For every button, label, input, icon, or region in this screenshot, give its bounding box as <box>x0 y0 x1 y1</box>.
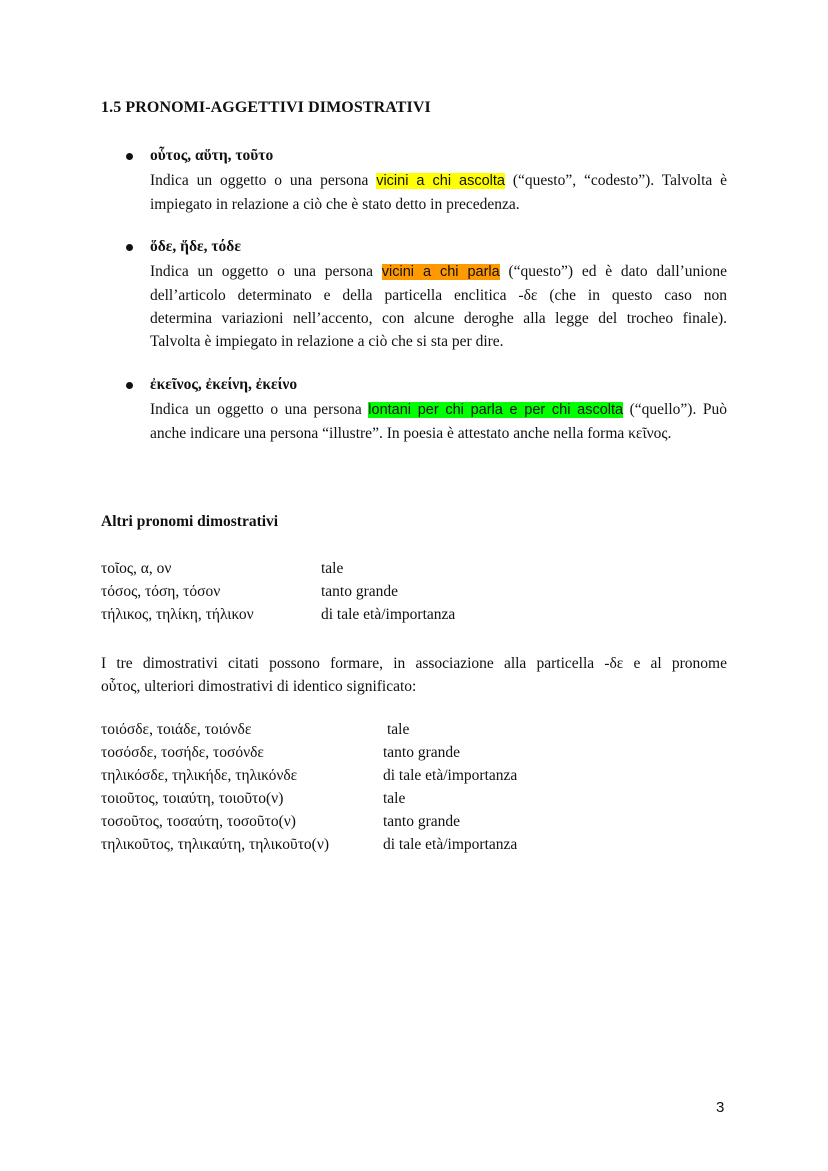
table1-greek: τόσος, τόση, τόσον <box>101 583 221 600</box>
table2-greek: τοιόσδε, τοιάδε, τοιόνδε <box>101 721 252 738</box>
item-heading: ὅδε, ἥδε, τόδε <box>150 238 241 255</box>
item-body <box>150 398 727 445</box>
subsection-title: Altri pronomi dimostrativi <box>101 513 279 530</box>
item-line: Indica un oggetto o una persona vicini a chi ascolta (“questo”, “codesto”). Talvolta è <box>150 172 727 189</box>
table2-greek: τηλικοῦτος, τηλικαύτη, τηλικοῦτο(ν) <box>101 836 330 853</box>
table1-meaning: tanto grande <box>321 583 399 600</box>
item-line: impiegato in relazione a ciò che è stato detto in precedenza. <box>150 196 520 213</box>
page-number: 3 <box>716 1099 725 1116</box>
table2-greek: τοιοῦτος, τοιαύτη, τοιοῦτο(ν) <box>101 790 284 807</box>
highlight-orange: vicini a chi parla <box>381 264 500 280</box>
bullet-dot <box>126 244 133 251</box>
item-body <box>150 260 727 353</box>
bullet-dot <box>126 153 133 160</box>
table2-meaning: tanto grande <box>383 813 461 830</box>
highlight-yellow: vicini a chi ascolta <box>376 173 505 189</box>
table1-meaning: di tale età/importanza <box>321 606 456 623</box>
item-line: dell’articolo determinato e della particella enclitica -δε (che in questo caso non <box>150 287 727 304</box>
item-body <box>150 169 727 216</box>
item-line: Indica un oggetto o una persona lontani per chi parla e per chi ascolta (“quello”). Può <box>150 401 727 418</box>
paragraph-line: οὗτος, ulteriori dimostrativi di identico significato: <box>101 678 417 695</box>
highlight-green: lontani per chi parla e per chi ascolta <box>368 402 624 418</box>
section-title: 1.5 PRONOMI-AGGETTIVI DIMOSTRATIVI <box>101 99 431 116</box>
paragraph-line: I tre dimostrativi citati possono formare, in associazione alla particella -δε e al pronome <box>101 655 727 672</box>
table2-greek: τοσόσδε, τοσήδε, τοσόνδε <box>101 744 264 761</box>
item-line: anche indicare una persona “illustre”. In poesia è attestato anche nella forma κεῖνος. <box>150 425 672 442</box>
table2-meaning: di tale età/importanza <box>383 836 518 853</box>
table2-meaning: tanto grande <box>383 744 461 761</box>
item-line: Indica un oggetto o una persona vicini a chi parla (“questo”) ed è dato dall’unione <box>150 263 727 280</box>
item-heading: ἐκεῖνος, ἐκείνη, ἐκείνο <box>150 376 298 393</box>
table2-meaning: di tale età/importanza <box>383 767 518 784</box>
table1-greek: τήλικος, τηλίκη, τήλικον <box>101 606 254 623</box>
table1-greek: τοῖος, α, ον <box>101 560 172 577</box>
table2-meaning: tale <box>383 790 406 807</box>
item-line: Talvolta è impiegato in relazione a ciò che si sta per dire. <box>150 333 504 350</box>
paragraph <box>101 652 727 698</box>
table1-meaning: tale <box>321 560 344 577</box>
item-heading: οὗτος, αὕτη, τοῦτο <box>150 147 274 164</box>
table2-meaning: tale <box>387 721 410 738</box>
item-line: determina variazioni nell’accento, con alcune deroghe alla legge del trocheo finale). <box>150 310 727 327</box>
table2-greek: τηλικόσδε, τηλικήδε, τηλικόνδε <box>101 767 298 784</box>
bullet-dot <box>126 382 133 389</box>
table2-greek: τοσοῦτος, τοσαύτη, τοσοῦτο(ν) <box>101 813 296 830</box>
